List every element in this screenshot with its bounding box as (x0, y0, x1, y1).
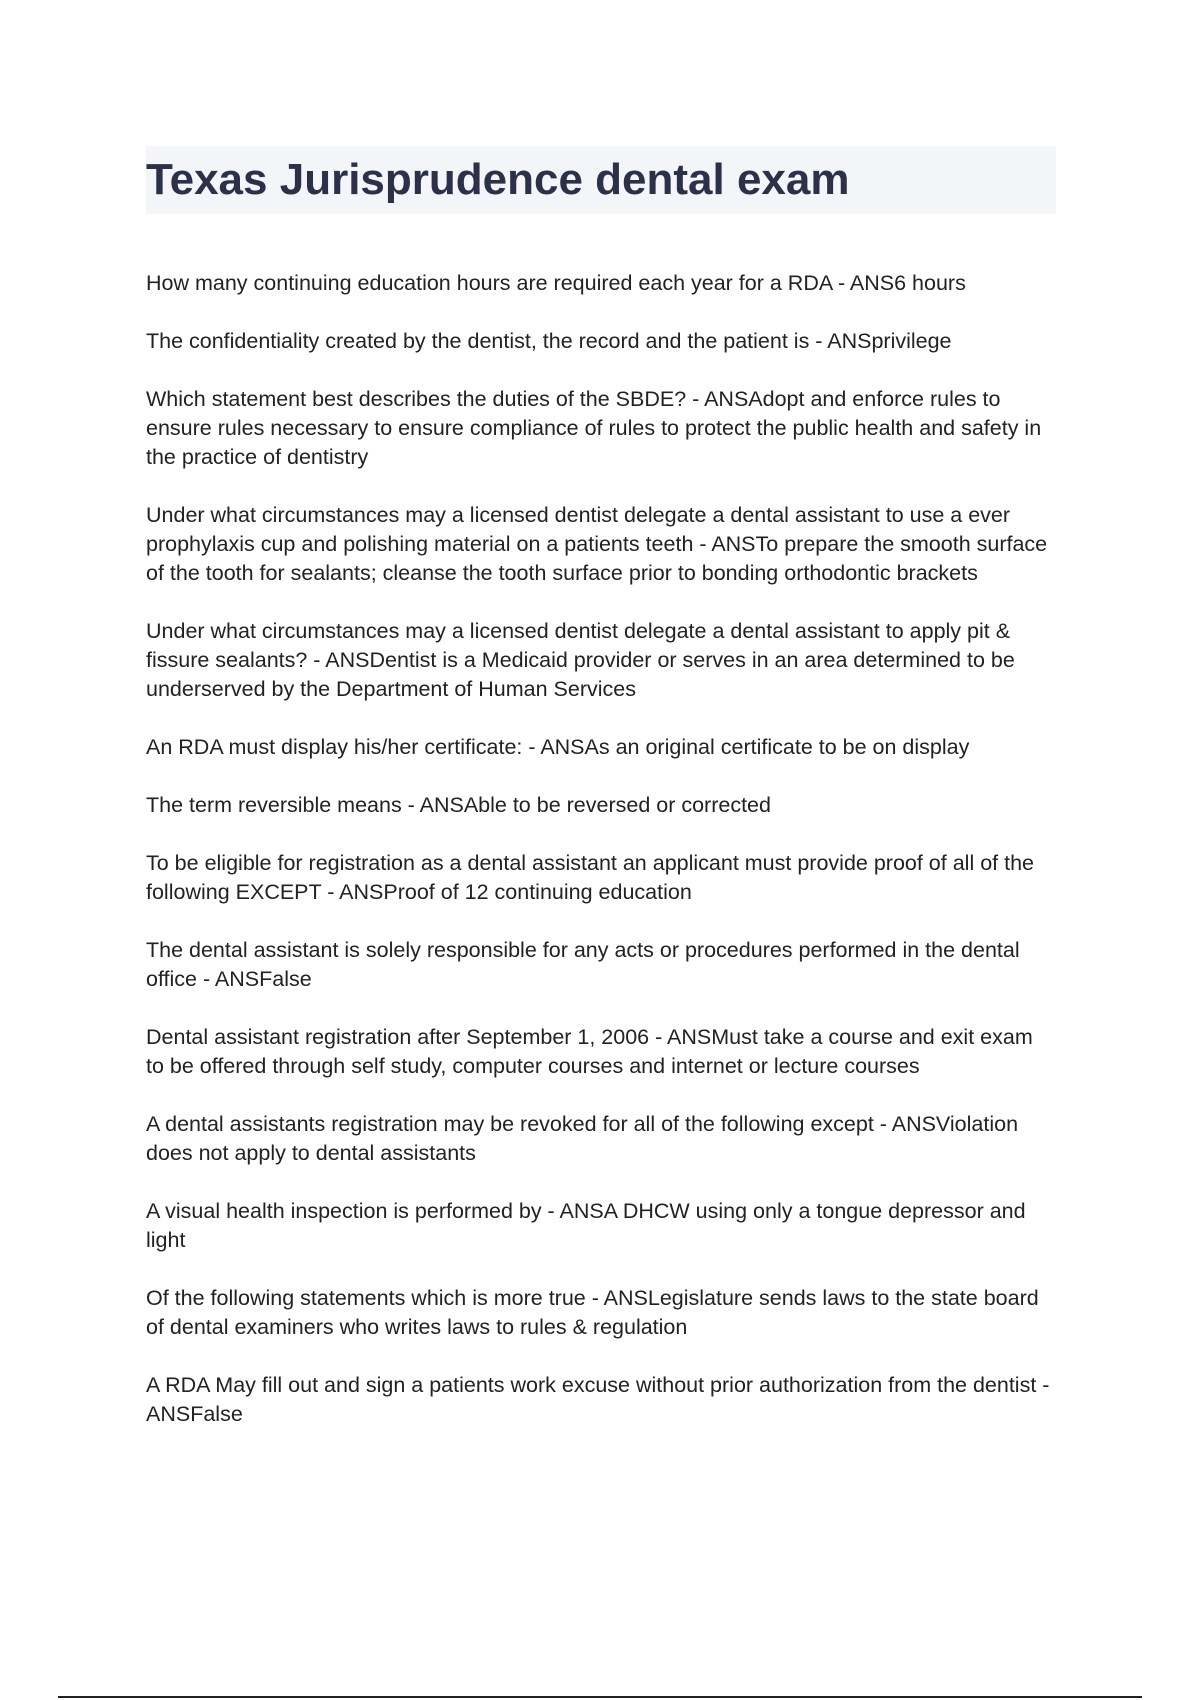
qa-item: Which statement best describes the duties of the SBDE? - ANSAdopt and enforce rules to ensure rules necessary to ensure compliance of rules to protect the public health and safety in the practice of dentistry (146, 387, 1042, 469)
question-answer-list (146, 269, 1056, 1458)
qa-item: A RDA May fill out and sign a patients work excuse without prior authorization from the dentist - ANSFalse (146, 1373, 1050, 1426)
qa-item: Under what circumstances may a licensed dentist delegate a dental assistant to apply pit & fissure sealants? - ANSDentist is a Medicaid provider or serves in an area determined to be underserved by the Department of Human Services (146, 619, 1015, 701)
qa-item: The confidentiality created by the dentist, the record and the patient is - ANSprivilege (146, 329, 952, 353)
qa-item: An RDA must display his/her certificate: - ANSAs an original certificate to be on display (146, 735, 970, 759)
page-bottom-divider (58, 1696, 1142, 1698)
page-title: Texas Jurisprudence dental exam (146, 155, 850, 204)
qa-item: The term reversible means - ANSAble to be reversed or corrected (146, 793, 771, 817)
qa-item: To be eligible for registration as a dental assistant an applicant must provide proof of all of the following EXCEPT - ANSProof of 12 continuing education (146, 851, 1034, 904)
qa-item: A dental assistants registration may be revoked for all of the following except - ANSViolation does not apply to dental assistants (146, 1112, 1019, 1165)
qa-item: The dental assistant is solely responsible for any acts or procedures performed in the dental office - ANSFalse (146, 938, 1020, 991)
qa-item: Dental assistant registration after September 1, 2006 - ANSMust take a course and exit exam to be offered through self study, computer courses and internet or lecture courses (146, 1025, 1033, 1078)
qa-item: How many continuing education hours are required each year for a RDA - ANS6 hours (146, 271, 966, 295)
qa-item: Of the following statements which is more true - ANSLegislature sends laws to the state board of dental examiners who writes laws to rules & regulation (146, 1286, 1039, 1339)
qa-item: A visual health inspection is performed by - ANSA DHCW using only a tongue depressor and light (146, 1199, 1026, 1252)
qa-item: Under what circumstances may a licensed dentist delegate a dental assistant to use a ever prophylaxis cup and polishing material on a patients teeth - ANSTo prepare the smooth surface of the tooth for sealants; cleanse the tooth surface prior to bonding orthodontic brackets (146, 503, 1048, 585)
